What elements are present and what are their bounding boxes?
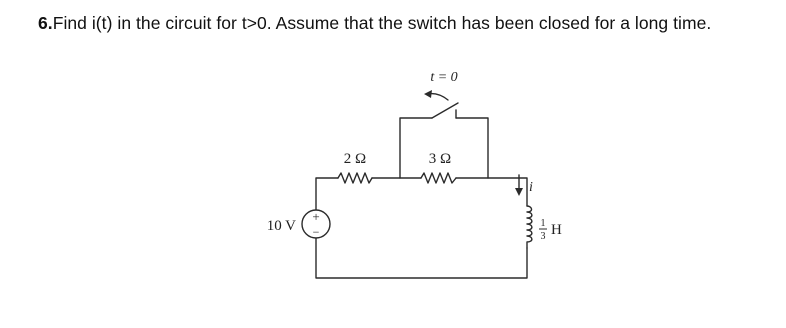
wire-right-top xyxy=(456,178,527,206)
switch-loop xyxy=(400,118,488,178)
resistor-2ohm xyxy=(338,173,372,183)
inductor-label-numerator: 1 xyxy=(540,218,546,229)
source-label: 10 V xyxy=(266,218,296,234)
resistor-3ohm-label: 3 Ω xyxy=(428,151,452,167)
question-body: Find i(t) in the circuit for t>0. Assume that the switch has been closed for a long time. xyxy=(52,13,712,33)
source-minus-sign: − xyxy=(312,225,320,239)
current-arrow-icon xyxy=(515,188,523,196)
question-number: 6. xyxy=(38,13,53,33)
wire-left-top xyxy=(316,178,338,210)
switch-arrowhead-icon xyxy=(424,90,432,98)
wire-left-bottom xyxy=(316,238,527,278)
inductor-coil xyxy=(527,206,532,248)
current-label: i xyxy=(529,180,533,195)
inductor-label-unit: H xyxy=(551,222,562,238)
inductor-label-denominator: 3 xyxy=(540,231,546,242)
resistor-2ohm-label: 2 Ω xyxy=(343,151,367,167)
switch-label: t = 0 xyxy=(430,70,458,85)
source-plus-sign: + xyxy=(312,209,320,224)
switch-blade xyxy=(432,103,458,118)
resistor-3ohm xyxy=(421,173,456,183)
